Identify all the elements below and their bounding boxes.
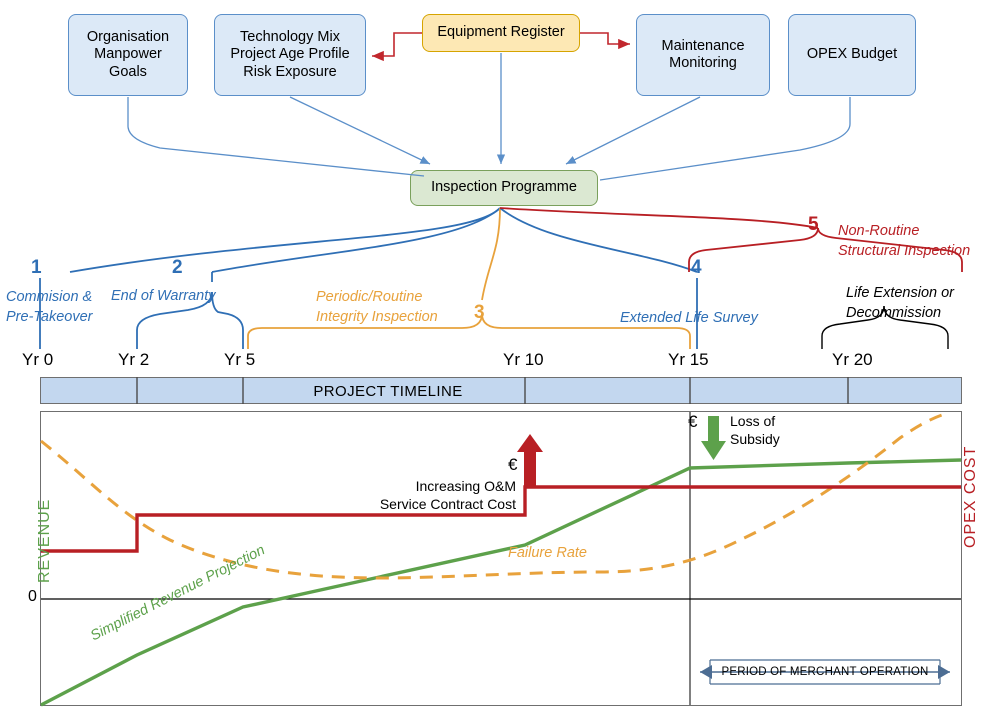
milestone-label-1-line2: Pre-Takeover bbox=[6, 308, 93, 325]
tick-label-yr2: Yr 2 bbox=[118, 350, 150, 369]
loss-of-subsidy-line1: Loss of bbox=[730, 413, 776, 429]
milestone-number-1: 1 bbox=[31, 257, 42, 278]
box-line: Project Age Profile bbox=[230, 46, 350, 63]
loss-of-subsidy-annotation bbox=[730, 413, 780, 448]
merchant-operation-label: PERIOD OF MERCHANT OPERATION bbox=[721, 666, 929, 678]
opex-increase-annotation bbox=[370, 478, 516, 513]
milestone-number-4: 4 bbox=[691, 257, 702, 278]
tick-label-yr15: Yr 15 bbox=[668, 350, 709, 369]
box-line: OPEX Budget bbox=[806, 46, 898, 63]
project-timeline-title: PROJECT TIMELINE bbox=[313, 383, 463, 400]
chart-y-left-label: REVENUE bbox=[36, 498, 53, 583]
decommission-note-line2: Decommission bbox=[846, 304, 942, 321]
box-line: Maintenance bbox=[661, 37, 745, 54]
euro-symbol-subsidy: € bbox=[688, 412, 698, 431]
milestone-label-1-line1: Commision & bbox=[6, 289, 93, 305]
opex-increase-line1: Increasing O&M bbox=[415, 478, 516, 494]
box-line: Goals bbox=[109, 63, 147, 80]
box-line: Risk Exposure bbox=[243, 63, 337, 80]
box-line: Technology Mix bbox=[240, 28, 340, 45]
milestone-label-3-line2: Integrity Inspection bbox=[316, 308, 438, 325]
opex-increase-line2: Service Contract Cost bbox=[379, 495, 516, 512]
hub-label: Inspection Programme bbox=[431, 179, 577, 196]
milestone-number-3: 3 bbox=[474, 302, 485, 323]
box-line: Organisation bbox=[86, 28, 170, 45]
revenue-projection-label: Simplified Revenue Projection bbox=[88, 542, 268, 645]
tick-label-yr20: Yr 20 bbox=[832, 350, 873, 369]
box-line: Equipment Register bbox=[437, 24, 565, 41]
milestone-label-4-line1: Extended Life Survey bbox=[620, 310, 758, 326]
opex-increase-arrow bbox=[517, 434, 543, 486]
box-line: Manpower bbox=[94, 46, 162, 63]
milestone-label-2-line1: End of Warranty bbox=[111, 288, 216, 304]
loss-of-subsidy-arrow bbox=[701, 416, 726, 460]
milestone-label-5-line2: Structural Inspection bbox=[838, 242, 971, 259]
milestone-number-2: 2 bbox=[172, 257, 183, 278]
euro-symbol-opex: € bbox=[508, 455, 518, 474]
decommission-note-line1: Life Extension or bbox=[846, 285, 955, 301]
milestone-label-3-line1: Periodic/Routine bbox=[316, 289, 423, 305]
box-line: Monitoring bbox=[669, 55, 737, 71]
tick-label-yr5: Yr 5 bbox=[224, 350, 256, 369]
failure-rate-label: Failure Rate bbox=[508, 545, 587, 561]
chart-zero-label: 0 bbox=[28, 588, 37, 605]
tick-label-yr10: Yr 10 bbox=[503, 350, 544, 369]
chart-y-right-label: OPEX COST bbox=[962, 445, 979, 548]
loss-of-subsidy-line2: Subsidy bbox=[730, 430, 780, 447]
milestone-label-5-line1: Non-Routine bbox=[838, 223, 920, 239]
milestone-number-5: 5 bbox=[808, 214, 819, 235]
tick-label-yr0: Yr 0 bbox=[22, 350, 54, 369]
